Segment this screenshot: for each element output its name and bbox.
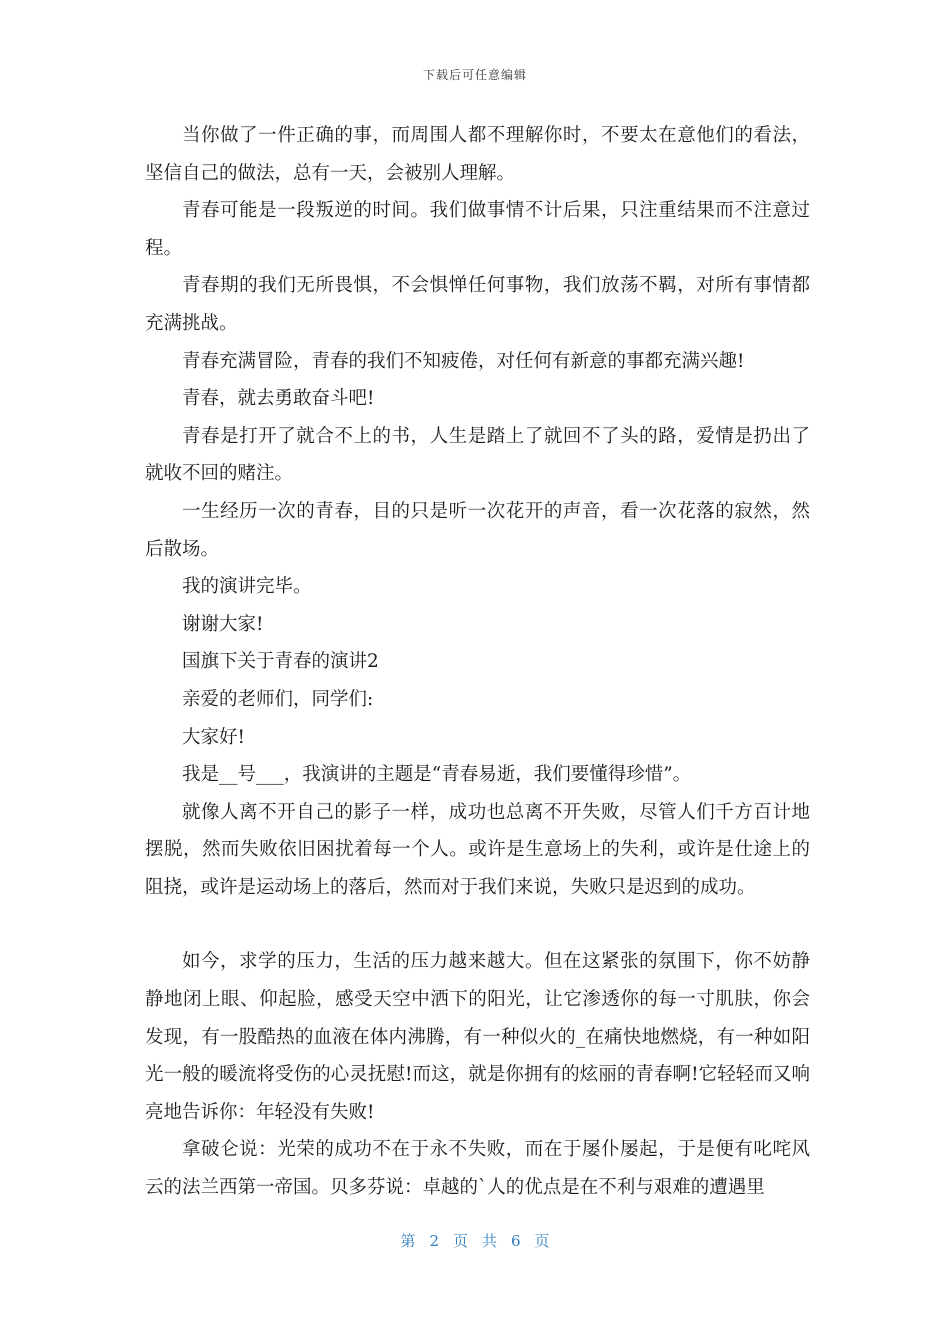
document-body: [145, 117, 810, 1207]
paragraph: 青春充满冒险，青春的我们不知疲倦，对任何有新意的事都充满兴趣!: [182, 350, 745, 372]
paragraph: 亲爱的老师们，同学们:: [182, 688, 374, 710]
paragraph: 我是__号___，我演讲的主题是“青春易逝，我们要懂得珍惜”。: [182, 764, 692, 786]
page-label-suffix: 页: [534, 1232, 550, 1250]
paragraph: 青春期的我们无所畏惧，不会惧惮任何事物，我们放荡不羁，对所有事情都充满挑战。: [145, 275, 810, 334]
paragraph: 当你做了一件正确的事，而周围人都不理解你时，不要太在意他们的看法，坚信自己的做法，总有一天，会被别人理解。: [145, 125, 810, 184]
page-current: 2: [429, 1232, 439, 1250]
page-footer: [0, 1230, 950, 1251]
paragraph: 拿破仑说：光荣的成功不在于永不失败，而在于屡仆屡起，于是便有叱咤风云的法兰西第一帝国。贝多芬说：卓越的`人的优点是在不利与艰难的遭遇里: [145, 1139, 810, 1199]
page-label-mid: 页共: [452, 1232, 511, 1250]
section-title: 国旗下关于青春的演讲2: [182, 651, 379, 673]
paragraph: 青春可能是一段叛逆的时间。我们做事情不计后果，只注重结果而不注意过程。: [145, 200, 810, 259]
paragraph: 一生经历一次的青春，目的只是听一次花开的声音，看一次花落的寂然，然后散场。: [145, 500, 810, 560]
page-label-prefix: 第: [400, 1232, 416, 1250]
paragraph: 如今，求学的压力，生活的压力越来越大。但在这紧张的氛围下，你不妨静静地闭上眼、仰起脸，感受天空中洒下的阳光，让它渗透你的每一寸肌肤，你会发现，有一股酷热的血液在体内沸腾，有一种似火的_在痛快地燃烧，有一种如阳光一般的暖流将受伤的心灵抚慰!而这，就是你拥有的炫丽的青春啊!它轻轻而又响亮地告诉你：年轻没有失败!: [145, 951, 810, 1123]
paragraph: 青春，就去勇敢奋斗吧!: [182, 388, 375, 410]
header-note: 下载后可任意编辑: [422, 68, 527, 82]
paragraph: 谢谢大家!: [182, 613, 264, 635]
paragraph: 大家好!: [182, 726, 245, 748]
page-total: 6: [511, 1232, 521, 1250]
paragraph: 就像人离不开自己的影子一样，成功也总离不开失败，尽管人们千方百计地摆脱，然而失败依旧困扰着每一个人。或许是生意场上的失利，或许是仕途上的阻挠，或许是运动场上的落后，然而对于我们来说，失败只是迟到的成功。: [145, 801, 810, 898]
paragraph: 青春是打开了就合不上的书，人生是踏上了就回不了头的路，爱情是扔出了就收不回的赌注。: [145, 425, 810, 485]
paragraph: 我的演讲完毕。: [182, 576, 312, 598]
